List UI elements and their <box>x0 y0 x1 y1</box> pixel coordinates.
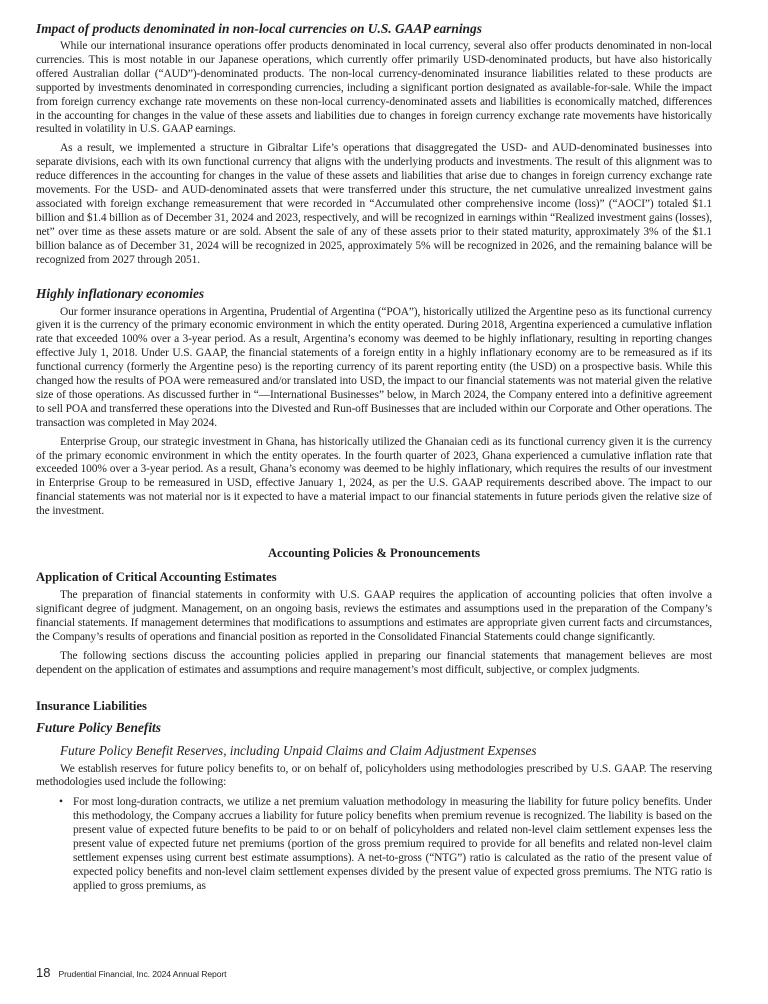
section-heading-highly-inflationary-economies: Highly inflationary economies <box>36 285 205 301</box>
section-body-insurance <box>36 763 712 894</box>
bullet-item <box>36 796 712 893</box>
paragraph: Our former insurance operations in Argentina, Prudential of Argentina (“POA”), historically utilized the Argentine peso as its functional currency given it is the currency of the primary economic environment in which the entity operated. During 2018, Argentina experienced a cumulative inflation rate that exceeded 100% over a 3-year period. As a result, Argentina’s economy was deemed to be highly inflationary, resulting in reporting changes effective July 1, 2018. Under U.S. GAAP, the financial statements of a foreign entity in a highly inflationary economy are to be remeasured as if its functional currency (formerly the Argentine peso) is the reporting currency of its parent reporting entity (the USD) on a prospective basis. While this changed how the results of POA were remeasured and/or translated into USD, the impact to our financial statements was not material given the relative size of those operations. As discussed further in “—International Businesses” below, in March 2024, the Company entered into a definitive agreement to sell POA and transferred these operations into the Divested and Run-off Businesses that are included within our Corporate and Other operations. The transaction was completed in May 2024. <box>36 305 712 429</box>
section-body-inflationary <box>36 306 712 520</box>
section-heading-insurance-liabilities: Insurance Liabilities <box>36 698 147 713</box>
page-footer <box>36 965 226 980</box>
document-page <box>36 0 712 894</box>
section-body-estimates <box>36 589 712 677</box>
subsubheading-future-policy-benefit-reserves: Future Policy Benefit Reserves, including Unpaid Claims and Claim Adjustment Expenses <box>60 742 537 758</box>
section-heading-critical-accounting-estimates: Application of Critical Accounting Estimates <box>36 570 277 585</box>
footer-report-title: Prudential Financial, Inc. 2024 Annual Report <box>58 969 227 979</box>
page-number: 18 <box>36 965 51 980</box>
section-heading-accounting-policies: Accounting Policies & Pronouncements <box>267 546 481 561</box>
section-heading-impact-non-local-currencies: Impact of products denominated in non-local currencies on U.S. GAAP earnings <box>36 21 482 36</box>
paragraph: Enterprise Group, our strategic investment in Ghana, has historically utilized the Ghanaian cedi as its functional currency given it is the currency of the primary economic environment in which the entity operates. In the fourth quarter of 2023, Ghana experienced a cumulative inflation rate that exceeded 100% over a 3-year period. As a result, Ghana’s economy was deemed to be highly inflationary, which requires the results of our investment in Enterprise Group to be remeasured in USD, effective January 1, 2024, as per the U.S. GAAP requirements described above. The impact to our financial statements was not material nor is it expected to have a material impact to our financial statements in future periods given the relative size of the investment. <box>36 435 712 518</box>
bullet-text: For most long-duration contracts, we utilize a net premium valuation methodology in measuring the liability for future policy benefits. Under this methodology, the Company accrues a liability for future policy benefits when premium revenue is recognized. The liability is based on the present value of expected future benefits to be paid to or on behalf of policyholders and related non-level claim settlement expenses less the present value of expected future net premiums (portion of the gross premium required to provide for all benefits and related non-level claim settlement expenses using current best estimate assumptions). A net-to-gross (“NTG”) ratio is calculated as the ratio of the present value of expected policy benefits and non-level claim settlement expenses divided by the present value of expected gross premiums. The NTG ratio is applied to gross premiums, as <box>73 796 712 892</box>
paragraph: The following sections discuss the accounting policies applied in preparing our financial statements that management believes are most dependent on the application of estimates and assumptions and require management’s most difficult, subjective, or complex judgments. <box>36 649 712 676</box>
paragraph: The preparation of financial statements in conformity with U.S. GAAP requires the application of accounting policies that often involve a significant degree of judgment. Management, on an ongoing basis, reviews the estimates and assumptions used in the preparation of the Company’s financial statements. If management determines that modifications to assumptions and estimates are appropriate given current facts and circumstances, the Company’s results of operations and financial position as reported in the Consolidated Financial Statements could change significantly. <box>36 589 712 643</box>
bullet-icon: • <box>59 796 63 809</box>
paragraph: We establish reserves for future policy benefits to, or on behalf of, policyholders using methodologies prescribed by U.S. GAAP. The reserving methodologies used include the following: <box>36 762 712 789</box>
paragraph: While our international insurance operations offer products denominated in local currency, several also offer products denominated in non-local currencies. This is most notable in our Japanese operations, which currently offer primarily USD-denominated products, but have also historically offered Australian dollar (“AUD”)-denominated products. The non-local currency-denominated insurance liabilities related to these products are supported by investments denominated in corresponding currencies, including a significant portion designated as available-for-sale. While the impact from foreign currency exchange rate movements on these non-local currency-denominated assets and liabilities is economically matched, differences in the accounting for changes in the value of these assets and liabilities due to changes in foreign currency exchange rate movements have historically resulted in volatility in U.S. GAAP earnings. <box>36 40 712 136</box>
section-body-impact <box>36 40 712 268</box>
subheading-future-policy-benefits: Future Policy Benefits <box>36 719 161 735</box>
bullet-list <box>36 796 712 893</box>
paragraph: As a result, we implemented a structure in Gibraltar Life’s operations that disaggregated the USD- and AUD-denominated businesses into separate divisions, each with its own functional currency that aligns with the underlying products and investments. The result of this alignment was to reduce differences in the accounting for changes in the value of these assets and liabilities that arise due to changes in foreign currency exchange rate movements. For the USD- and AUD-denominated assets that were transferred under this structure, the net cumulative unrealized investment gains associated with foreign exchange remeasurement that were recorded in “Accumulated other comprehensive income (loss)” (“AOCI”) totaled $1.1 billion and $1.4 billion as of December 31, 2024 and 2023, respectively, and will be recognized in earnings within “Realized investment gains (losses), net” over time as these assets mature or are sold. Absent the sale of any of these assets prior to their stated maturity, approximately 3% of the $1.1 billion balance as of December 31, 2024 will be recognized in 2025, approximately 5% will be recognized in 2026, and the remaining balance will be recognized from 2027 through 2051. <box>36 142 712 266</box>
